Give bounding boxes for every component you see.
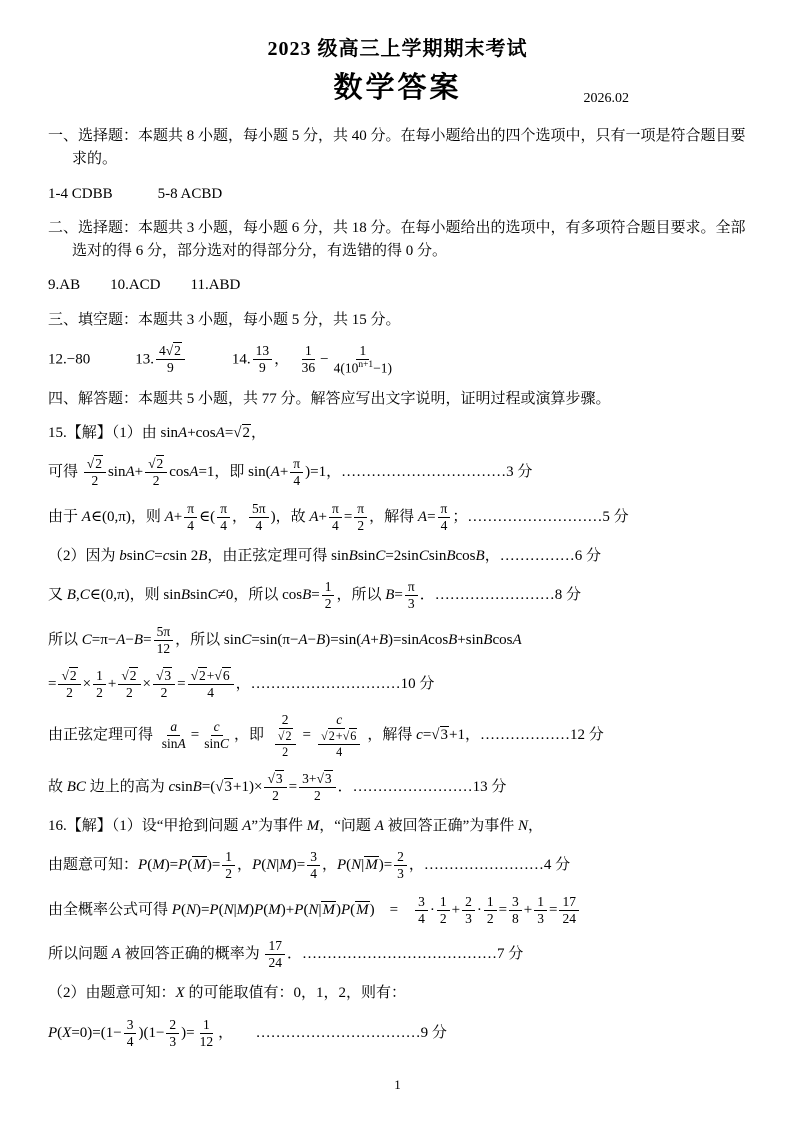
- sec3-answers: 12.−80 13. $\frac{4√2}{9}$ 14. $\frac{13}{9}$ ， $\frac{1}{36}$ − $\frac{1}{4(10^{n+1}-1)}$: [48, 342, 393, 376]
- document-header: [48, 32, 747, 111]
- q16-step5: （2）由题意可知：X 的可能取值有：0，1，2，则有：: [48, 985, 406, 1002]
- q15-step1: 15.【解】（1）由 sinA+cosA=√2，: [48, 424, 267, 441]
- sec3-heading: 三、填空题：本题共 3 小题，每小题 5 分，共 15 分。: [48, 311, 401, 328]
- q15-step8: 由正弦定理可得 $\frac{a}{\sin A}$ = $\frac{c}{\sin C}$ ，即 $\frac{2}{\frac{√2}{2}}$ = $\frac{c}{\frac{√2+√6}{4}}$ ，解得 c=√3+1，………………12 分: [48, 712, 604, 760]
- q15-step5: 又 B,C∈(0,π)，则 sinBsinC≠0，所以 cosB= $\frac{1}{2}$ ，所以 B= $\frac{\pi}{3}$ ．……………………8 分: [48, 579, 581, 612]
- answer-content: [48, 125, 747, 1050]
- sec2-answers: 9.AB 10.ACD 11.ABD: [48, 277, 241, 294]
- sec4-heading: 四、解答题：本题共 5 小题，共 77 分。解答应写出文字说明，证明过程或演算步骤。: [48, 390, 611, 407]
- q16-step4: 所以问题 A 被回答正确的概率为 $\frac{17}{24}$ ．…………………………………7 分: [48, 937, 524, 971]
- q15-step2: 可得 $\frac{√2}{2}$ sinA+ $\frac{√2}{2}$ cosA=1，即 sin(A+ $\frac{\pi}{4}$ )=1，……………………………3 分: [48, 456, 533, 489]
- q15-step9: 故 BC 边上的高为 csinB=(√3+1)× $\frac{√3}{2}$ = $\frac{3+√3}{2}$ ．……………………13 分: [48, 770, 507, 803]
- q16-step3: 由全概率公式可得 P(N)=P(N|M)P(M)+P(N|M)P(M) = $\frac{3}{4}$ · $\frac{1}{2}$ + $\frac{2}{3}$ · $\frac{1}{2}$ = $\frac{3}{8}$ + $\frac{1}{3}$ = $\frac{17}{24}$: [48, 894, 747, 927]
- sec1-heading: 一、选择题：本题共 8 小题，每小题 5 分，共 40 分。在每小题给出的四个选项中，只有一项是符合题目要求的。: [48, 128, 746, 168]
- q15-step3: 由于 A∈(0,π)，则 A+ $\frac{\pi}{4}$ ∈( $\frac{\pi}{4}$ ， $\frac{5\pi}{4}$ )，故 A+ $\frac{\pi}{4}$ = $\frac{\pi}{2}$ ，解得 A= $\frac{\pi}{4}$ ；………………………5 分: [48, 500, 629, 533]
- sec1-answers: 1-4 CDBB 5-8 ACBD: [48, 185, 223, 202]
- q16-step6: P(X=0)=(1− $\frac{3}{4}$ )(1− $\frac{2}{3}$ )= $\frac{1}{12}$ ， ……………………………9 分: [48, 1016, 447, 1049]
- exam-date: 2026.02: [583, 91, 629, 106]
- q15-step4: （2）因为 bsinC=csin 2B，由正弦定理可得 sinBsinC=2sinCsinBcosB，……………6 分: [48, 547, 601, 564]
- q15-step6: 所以 C=π−A−B= $\frac{5\pi}{12}$ ，所以 sinC=sin(π−A−B)=sin(A+B)=sinAcosB+sinBcosA: [48, 623, 522, 656]
- exam-title: 2023 级高三上学期期末考试: [267, 38, 528, 60]
- q16-step1: 16.【解】（1）设“甲抢到问题 A”为事件 M，“问题 A 被回答正确”为事件 N，: [48, 817, 544, 834]
- q15-step7: = $\frac{√2}{2}$ × $\frac{1}{2}$ + $\frac{√2}{2}$ × $\frac{√3}{2}$ = $\frac{√2+√6}{4}$ ，…………………………10 分: [48, 667, 435, 701]
- page-number: 1: [394, 1077, 401, 1092]
- sec2-heading: 二、选择题：本题共 3 小题，每小题 6 分，共 18 分。在每小题给出的选项中，有多项符合题目要求。全部选对的得 6 分，部分选对的得部分分，有选错的得 0 分。: [48, 219, 746, 259]
- subtitle-row: [48, 65, 747, 111]
- q16-step2: 由题意可知：P(M)=P(M)= $\frac{1}{2}$ ，P(N|M)= $\frac{3}{4}$ ，P(N|M)= $\frac{2}{3}$ ，……………………4 分: [48, 849, 571, 882]
- answers-title: 数学答案: [333, 72, 462, 104]
